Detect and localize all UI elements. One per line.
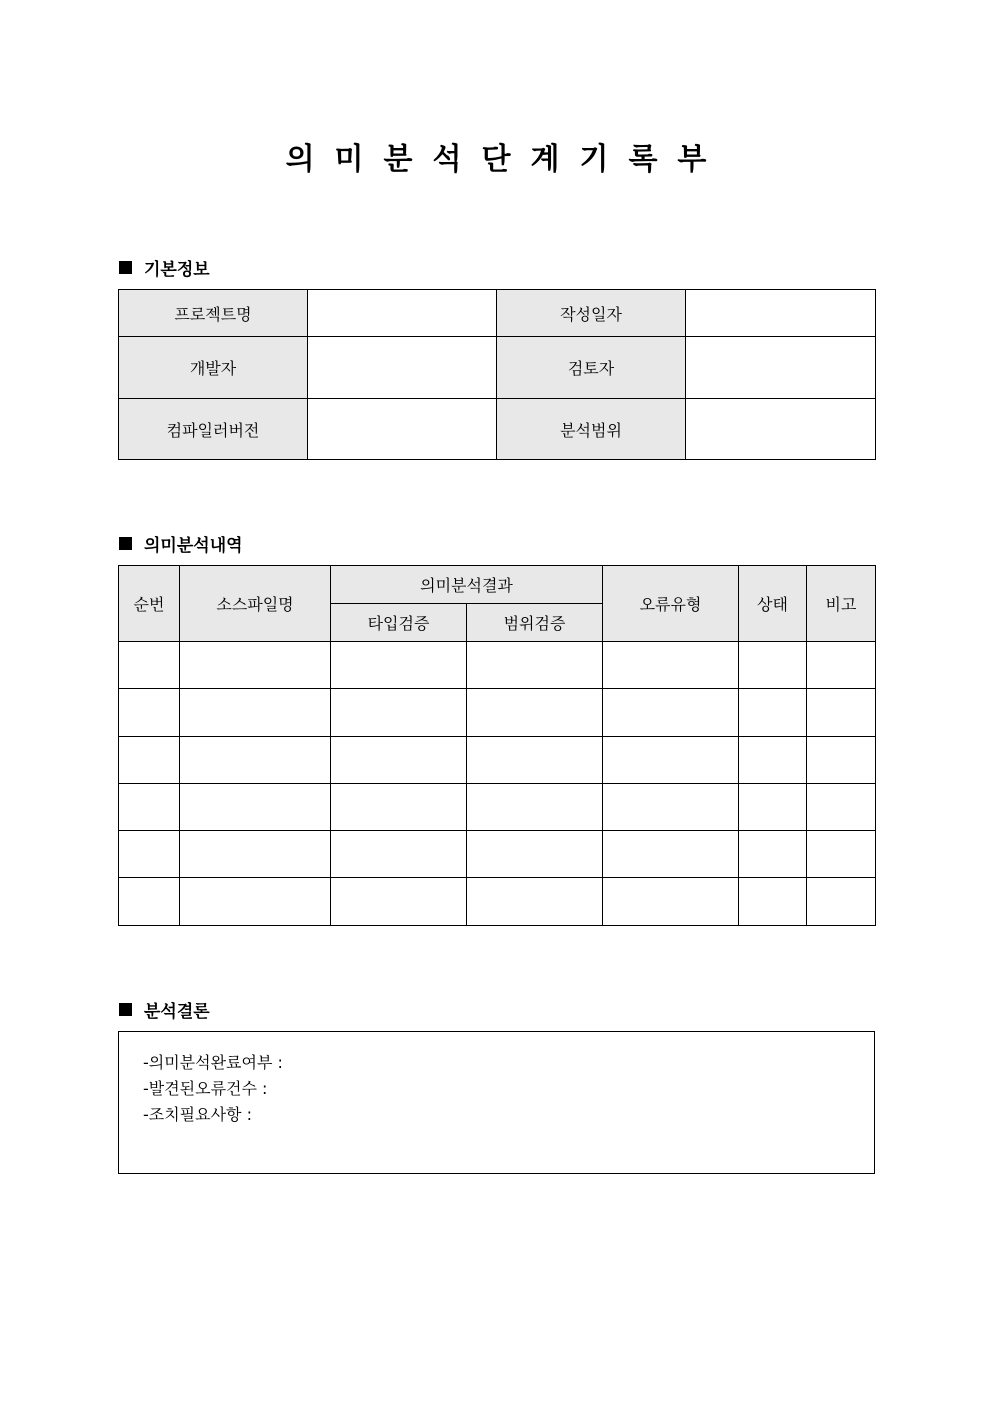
table-row [119,399,876,460]
cell-error-type[interactable] [603,831,739,878]
header-status: 상태 [739,566,807,642]
project-name-field[interactable] [308,290,497,337]
cell-no[interactable] [119,737,180,784]
cell-note[interactable] [807,737,876,784]
square-bullet-icon [119,537,132,550]
cell-status[interactable] [739,642,807,689]
section-heading-basic-info [119,255,210,280]
cell-error-type[interactable] [603,737,739,784]
analysis-table [118,565,876,926]
cell-status[interactable] [739,878,807,926]
compiler-version-field[interactable] [308,399,497,460]
cell-scope-check[interactable] [467,642,603,689]
cell-type-check[interactable] [331,831,467,878]
developer-field[interactable] [308,337,497,399]
section-heading-analysis [119,531,243,556]
cell-note[interactable] [807,831,876,878]
cell-type-check[interactable] [331,642,467,689]
cell-note[interactable] [807,784,876,831]
table-row [119,337,876,399]
cell-status[interactable] [739,831,807,878]
cell-type-check[interactable] [331,784,467,831]
cell-type-check[interactable] [331,737,467,784]
cell-scope-check[interactable] [467,737,603,784]
header-note: 비고 [807,566,876,642]
table-row [119,831,876,878]
cell-no[interactable] [119,642,180,689]
basic-info-table [118,289,876,460]
cell-status[interactable] [739,784,807,831]
cell-status[interactable] [739,737,807,784]
cell-file[interactable] [180,831,331,878]
cell-no[interactable] [119,689,180,737]
cell-note[interactable] [807,642,876,689]
cell-no[interactable] [119,784,180,831]
square-bullet-icon [119,261,132,274]
cell-type-check[interactable] [331,878,467,926]
cell-error-type[interactable] [603,784,739,831]
error-count-line: -발견된오류건수 : [143,1079,268,1098]
header-result: 의미분석결과 [331,566,603,604]
section-heading-conclusion [119,997,210,1022]
label-project-name: 프로젝트명 [119,290,308,337]
cell-scope-check[interactable] [467,784,603,831]
label-developer: 개발자 [119,337,308,399]
reviewer-field[interactable] [686,337,876,399]
cell-file[interactable] [180,642,331,689]
cell-scope-check[interactable] [467,689,603,737]
action-required-line: -조치필요사항 : [143,1105,252,1124]
cell-file[interactable] [180,784,331,831]
label-analysis-scope: 분석범위 [497,399,686,460]
section-title: 의미분석내역 [144,536,243,556]
section-title: 분석결론 [144,1002,210,1022]
cell-status[interactable] [739,689,807,737]
table-row [119,737,876,784]
cell-error-type[interactable] [603,878,739,926]
cell-file[interactable] [180,878,331,926]
cell-error-type[interactable] [603,642,739,689]
label-compiler-version: 컴파일러버전 [119,399,308,460]
cell-note[interactable] [807,689,876,737]
cell-no[interactable] [119,878,180,926]
cell-scope-check[interactable] [467,878,603,926]
cell-no[interactable] [119,831,180,878]
header-file: 소스파일명 [180,566,331,642]
label-reviewer: 검토자 [497,337,686,399]
cell-file[interactable] [180,689,331,737]
table-row [119,878,876,926]
section-title: 기본정보 [144,260,210,280]
header-error-type: 오류유형 [603,566,739,642]
cell-error-type[interactable] [603,689,739,737]
document-title: 의미분석단계기록부 [285,142,727,177]
cell-note[interactable] [807,878,876,926]
table-row [119,689,876,737]
table-row [119,642,876,689]
completion-status-line: -의미분석완료여부 : [143,1053,283,1072]
cell-file[interactable] [180,737,331,784]
table-row [119,784,876,831]
header-type-check: 타입검증 [331,604,467,642]
header-row [119,566,876,604]
cell-type-check[interactable] [331,689,467,737]
date-field[interactable] [686,290,876,337]
square-bullet-icon [119,1003,132,1016]
cell-scope-check[interactable] [467,831,603,878]
table-row [119,290,876,337]
conclusion-box[interactable] [118,1031,875,1174]
header-scope-check: 범위검증 [467,604,603,642]
analysis-scope-field[interactable] [686,399,876,460]
header-no: 순번 [119,566,180,642]
label-date: 작성일자 [497,290,686,337]
